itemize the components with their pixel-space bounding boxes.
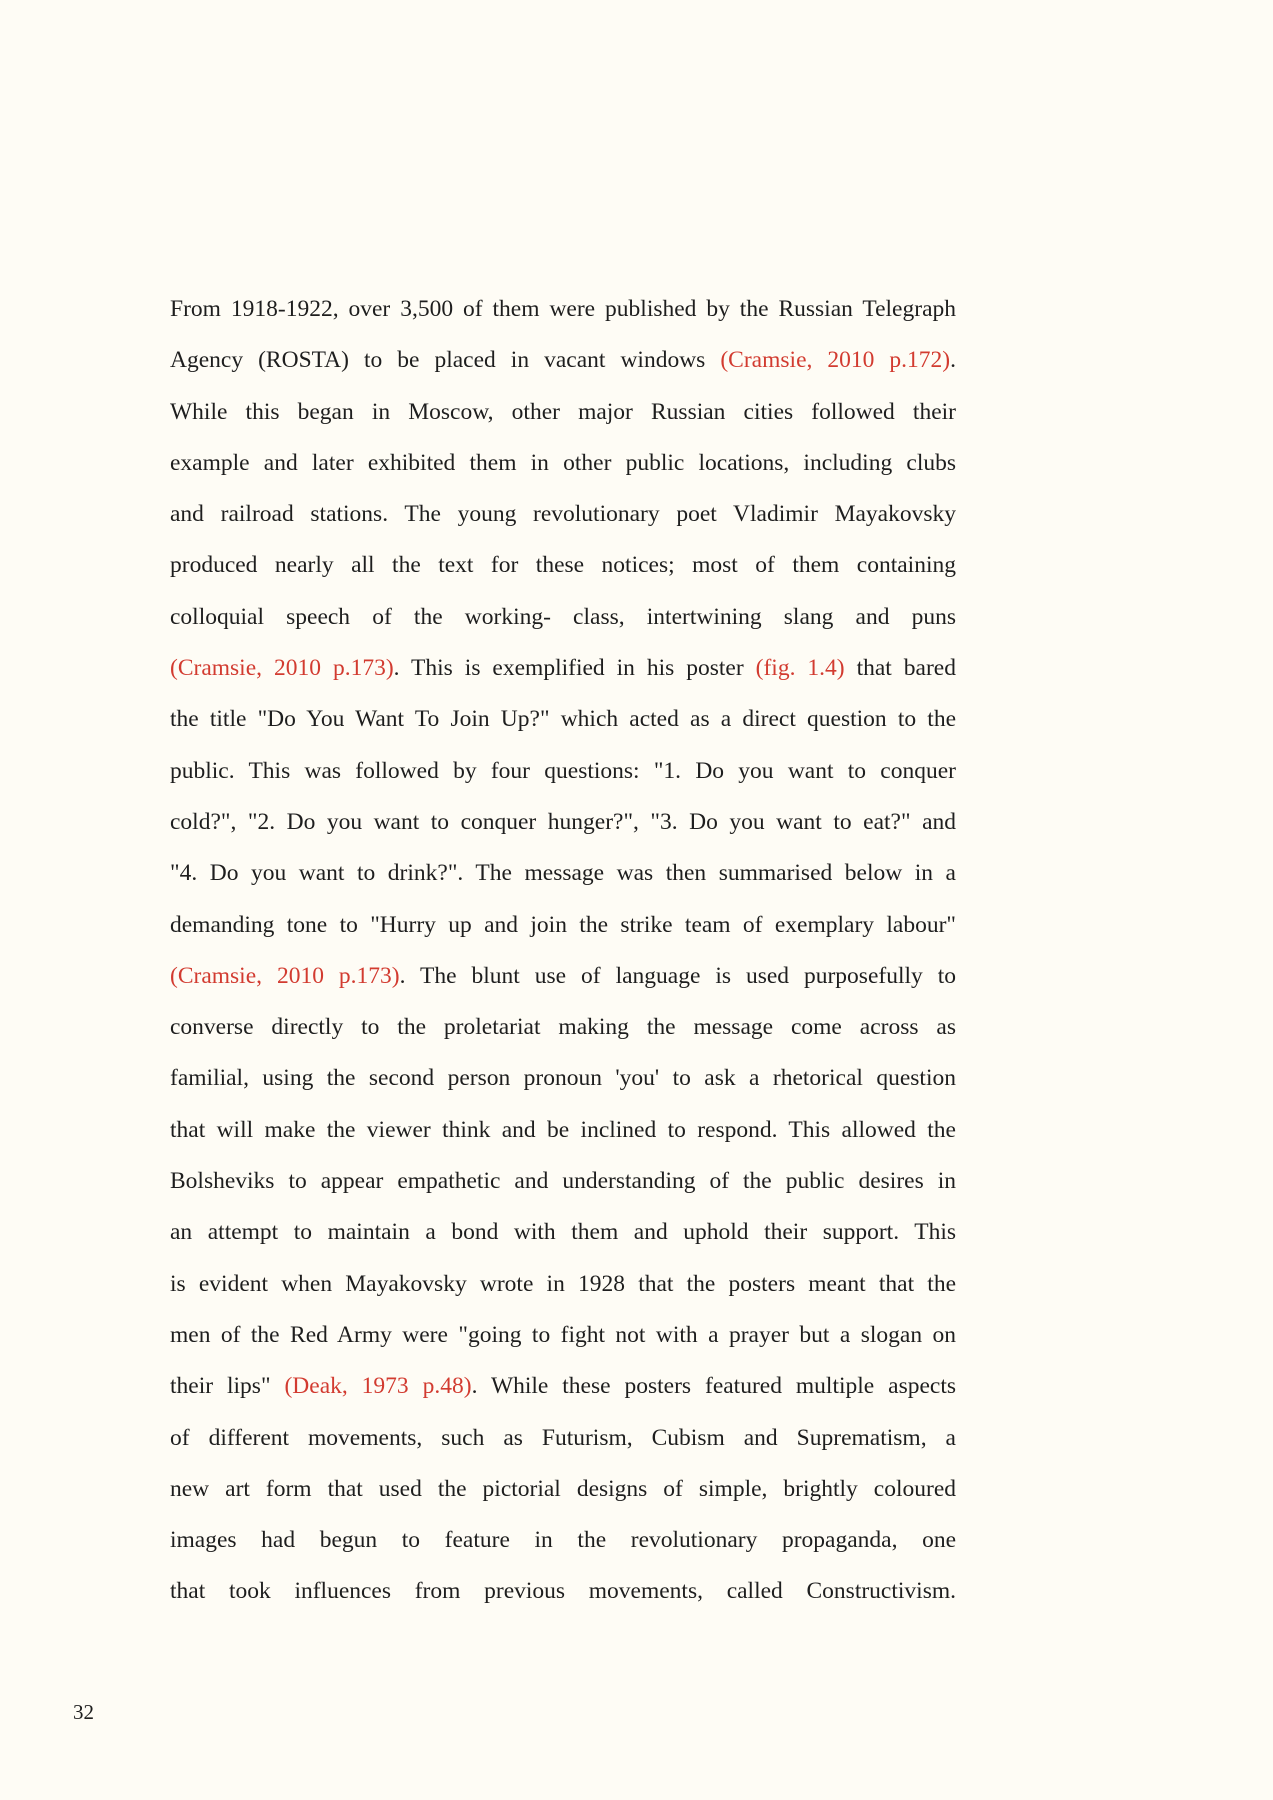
text-segment: . [950,347,957,374]
text-line [170,643,956,694]
text-segment: colloquial speech of the working- class, intertwining slang and puns [170,603,956,630]
text-line [170,335,956,386]
text-line [170,284,956,335]
text-line [170,746,956,797]
text-line [170,900,956,951]
text-segment: new art form that used the pictorial designs of simple, brightly coloured [170,1475,956,1502]
text-segment: that will make the viewer think and be inclined to respond. This allowed the [170,1116,956,1143]
text-segment: Bolsheviks to appear empathetic and understanding of the public desires in [170,1168,956,1195]
text-segment: converse directly to the proletariat making the message come across as [170,1014,956,1041]
text-line [170,1413,956,1464]
text-segment: "4. Do you want to drink?". The message was then summarised below in a [170,860,956,887]
text-line [170,1002,956,1053]
text-line [170,1566,956,1617]
text-segment: . This is exemplified in his poster [393,655,756,682]
text-segment: Agency (ROSTA) to be placed in vacant windows [170,347,721,374]
text-line [170,848,956,899]
citation: (Cramsie, 2010 p.172) [720,347,951,374]
text-segment: From 1918-1922, over 3,500 of them were published by the Russian Telegraph [170,296,956,322]
text-line [170,797,956,848]
text-segment: produced nearly all the text for these notices; most of them containing [170,552,956,579]
text-line [170,1310,956,1361]
page-number: 32 [73,1700,94,1724]
text-segment: that took influences from previous movements, called Constructivism. [170,1578,956,1605]
citation: (Cramsie, 2010 p.173) [170,962,400,989]
text-line [170,1156,956,1207]
text-segment: their lips" [170,1373,285,1400]
text-segment: of different movements, such as Futurism, Cubism and Suprematism, a [170,1424,956,1451]
text-segment: men of the Red Army were "going to fight not with a prayer but a slogan on [170,1321,956,1348]
text-line [170,438,956,489]
text-line [170,540,956,591]
text-segment: images had begun to feature in the revolutionary propaganda, one [170,1527,956,1554]
text-line [170,1361,956,1412]
text-segment: public. This was followed by four questions: "1. Do you want to conquer [170,757,956,784]
citation: (fig. 1.4) [755,655,845,682]
text-segment: . While these posters featured multiple aspects [471,1373,957,1400]
text-segment: the title "Do You Want To Join Up?" which acted as a direct question to the [170,706,956,733]
text-line [170,951,956,1002]
text-line [170,694,956,745]
text-segment: and railroad stations. The young revolutionary poet Vladimir Mayakovsky [170,501,956,528]
text-line [170,1053,956,1104]
text-line [170,1515,956,1566]
text-line [170,1464,956,1515]
text-segment: is evident when Mayakovsky wrote in 1928 that the posters meant that the [170,1270,956,1297]
body-paragraph [170,284,956,1618]
text-segment: example and later exhibited them in other public locations, including clubs [170,449,956,476]
text-segment: cold?", "2. Do you want to conquer hunger?", "3. Do you want to eat?" and [170,808,956,835]
text-line [170,1105,956,1156]
text-line [170,387,956,438]
text-segment: While this began in Moscow, other major Russian cities followed their [170,398,956,425]
text-line [170,1207,956,1258]
text-segment: that bared [844,655,956,682]
text-segment: an attempt to maintain a bond with them and uphold their support. This [170,1219,956,1246]
citation: (Deak, 1973 p.48) [284,1373,472,1400]
text-line [170,592,956,643]
text-line [170,489,956,540]
text-segment: demanding tone to "Hurry up and join the strike team of exemplary labour" [170,911,956,938]
citation: (Cramsie, 2010 p.173) [170,655,394,682]
text-line [170,1259,956,1310]
text-segment: . The blunt use of language is used purposefully to [399,962,956,989]
text-segment: familial, using the second person pronoun 'you' to ask a rhetorical question [170,1065,956,1092]
